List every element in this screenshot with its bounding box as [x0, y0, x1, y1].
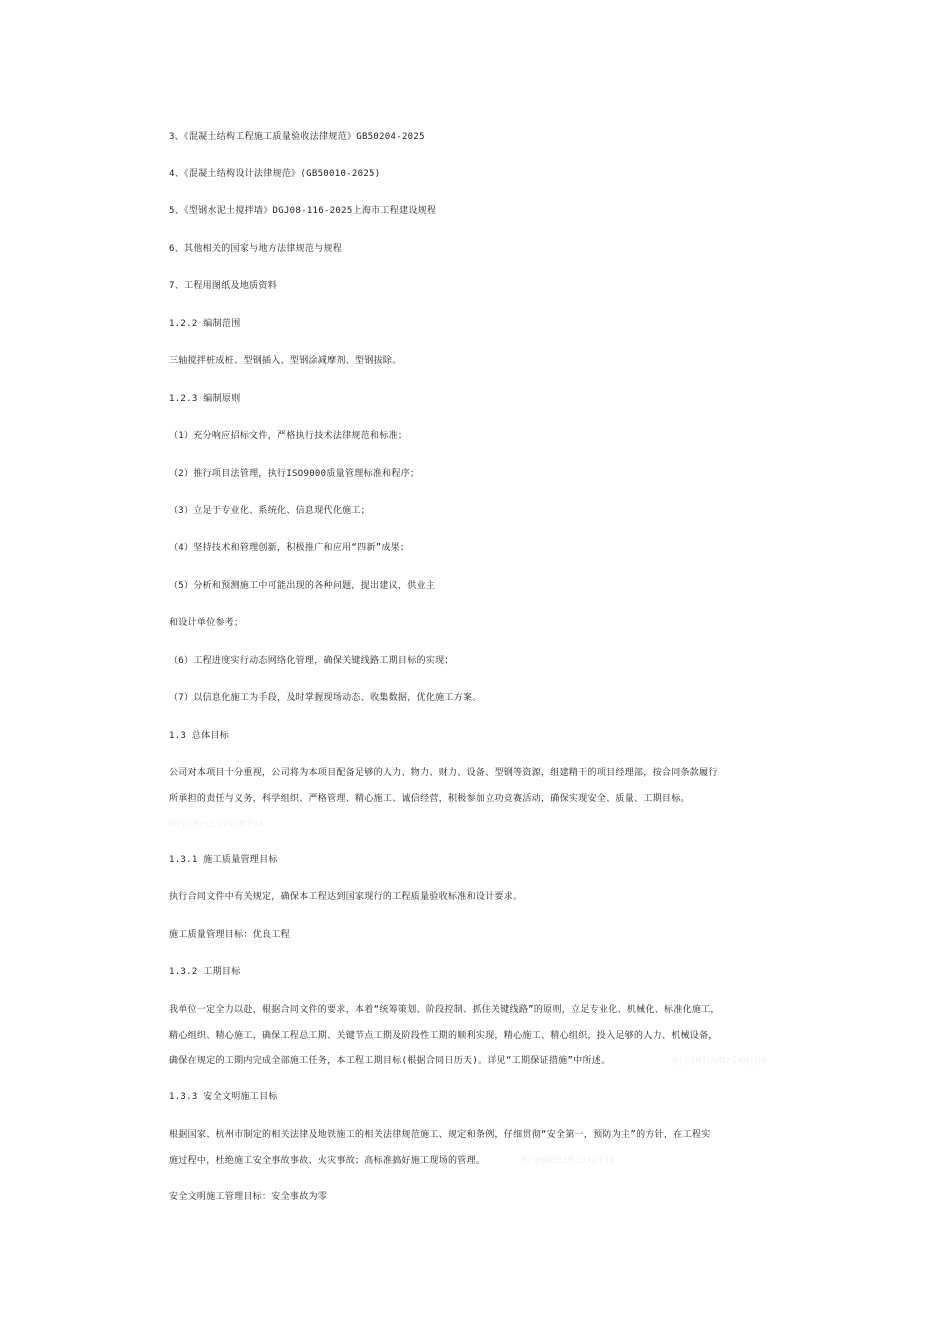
- section-heading-1-2-2: 1.2.2 编制范围: [169, 319, 241, 329]
- paragraph-safety-line-1: 根据国家、杭州市制定的相关法律及地铁施工的相关法律规范施工、规定和条例，仔细贯彻“安全第一，预防为主”的方针，在工程实: [169, 1130, 711, 1140]
- text-line-1: 3、《混凝土结构工程施工质量验收法律规范》GB50204-2025: [169, 132, 425, 142]
- section-heading-1-3-1: 1.3.1 施工质量管理目标: [169, 855, 278, 865]
- paragraph-schedule-line-2: 精心组织、精心施工，确保工程总工期、关键节点工期及阶段性工期的顺利实现，精心施工、精心组织，投入足够的人力、机械设备，: [169, 1031, 718, 1041]
- paragraph-schedule-line-3: 确保在规定的工期内完成全部施工任务，本工程工期目标(根据合同日历天)。详见“工期保证措施”中所述。: [169, 1056, 611, 1066]
- text-line-4: 6、其他相关的国家与地方法律规范与规程: [169, 244, 343, 254]
- principle-item-2: （2）推行项目法管理，执行ISO9000质量管理标准和程序；: [169, 469, 420, 479]
- paragraph-schedule-line-1: 我单位一定全力以赴，根据合同文件的要求，本着“统筹策划、阶段控制、抓住关键线路”的原则，立足专业化、机械化、标准化施工，: [169, 1005, 720, 1015]
- section-heading-1-3-3: 1.3.3 安全文明施工目标: [169, 1092, 278, 1102]
- text-line-2: 4、《混凝土结构设计法律规范》(GB50010-2025): [169, 169, 381, 179]
- text-line-21: 执行合同文件中有关规定，确保本工程达到国家现行的工程质量验收标准和设计要求。: [169, 892, 523, 902]
- safety-target-line: 安全文明施工管理目标：安全事故为零: [169, 1192, 328, 1202]
- principle-item-7: （7）以信息化施工为手段，及时掌握现场动态、收集数据，优化施工方案。: [169, 693, 482, 703]
- paragraph-overall-line-2: 所承担的责任与义务，科学组织、严格管理、精心施工、诚信经营，积极参加立功竞赛活动，确保实现安全、质量、工期目标。: [169, 794, 690, 804]
- text-line-7: 三轴搅拌桩成桩、型钢插入、型钢涂减摩剂、型钢拔除。: [169, 356, 402, 366]
- text-line-3: 5、《型钢水泥土搅拌墙》DGJ08-116-2025上海市工程建设规程: [169, 206, 437, 216]
- watermark-text: MTg0NDE3MzU4OTY0: [521, 1156, 616, 1166]
- principle-item-1: （1）充分响应招标文件，严格执行技术法律规范和标准；: [169, 431, 408, 441]
- principle-item-5: （5）分析和预测施工中可能出现的各种问题，提出建议，供业主: [169, 581, 436, 591]
- section-heading-1-3: 1.3 总体目标: [169, 731, 230, 741]
- principle-item-5-cont: 和设计单位参考；: [169, 618, 244, 628]
- section-heading-1-2-3: 1.2.3 编制原则: [169, 394, 241, 404]
- paragraph-safety-line-2: 施过程中，杜绝施工安全事故事故、火灾事故；高标准搞好施工现场的管理。: [169, 1156, 486, 1166]
- watermark-text: NjQ2NTUwMzIxNjU4: [672, 1056, 767, 1066]
- principle-item-6: （6）工程进度实行动态网络化管理，确保关键线路工期目标的实现；: [169, 656, 454, 666]
- text-line-5: 7、工程用图纸及地质资料: [169, 281, 278, 291]
- watermark-text: NDYzMzc5OTkxMTU4: [169, 820, 264, 830]
- principle-item-3: （3）立足于专业化、系统化、信息现代化施工；: [169, 506, 371, 516]
- paragraph-overall-line-1: 公司对本项目十分重视，公司将为本项目配备足够的人力、物力、财力、设备、型钢等资源，组建精干的项目经理部，按合同条款履行: [169, 768, 718, 778]
- quality-target-line: 施工质量管理目标：优良工程: [169, 930, 290, 940]
- principle-item-4: （4）坚持技术和管理创新，积极推广和应用“四新”成果；: [169, 543, 410, 553]
- section-heading-1-3-2: 1.3.2 工期目标: [169, 967, 241, 977]
